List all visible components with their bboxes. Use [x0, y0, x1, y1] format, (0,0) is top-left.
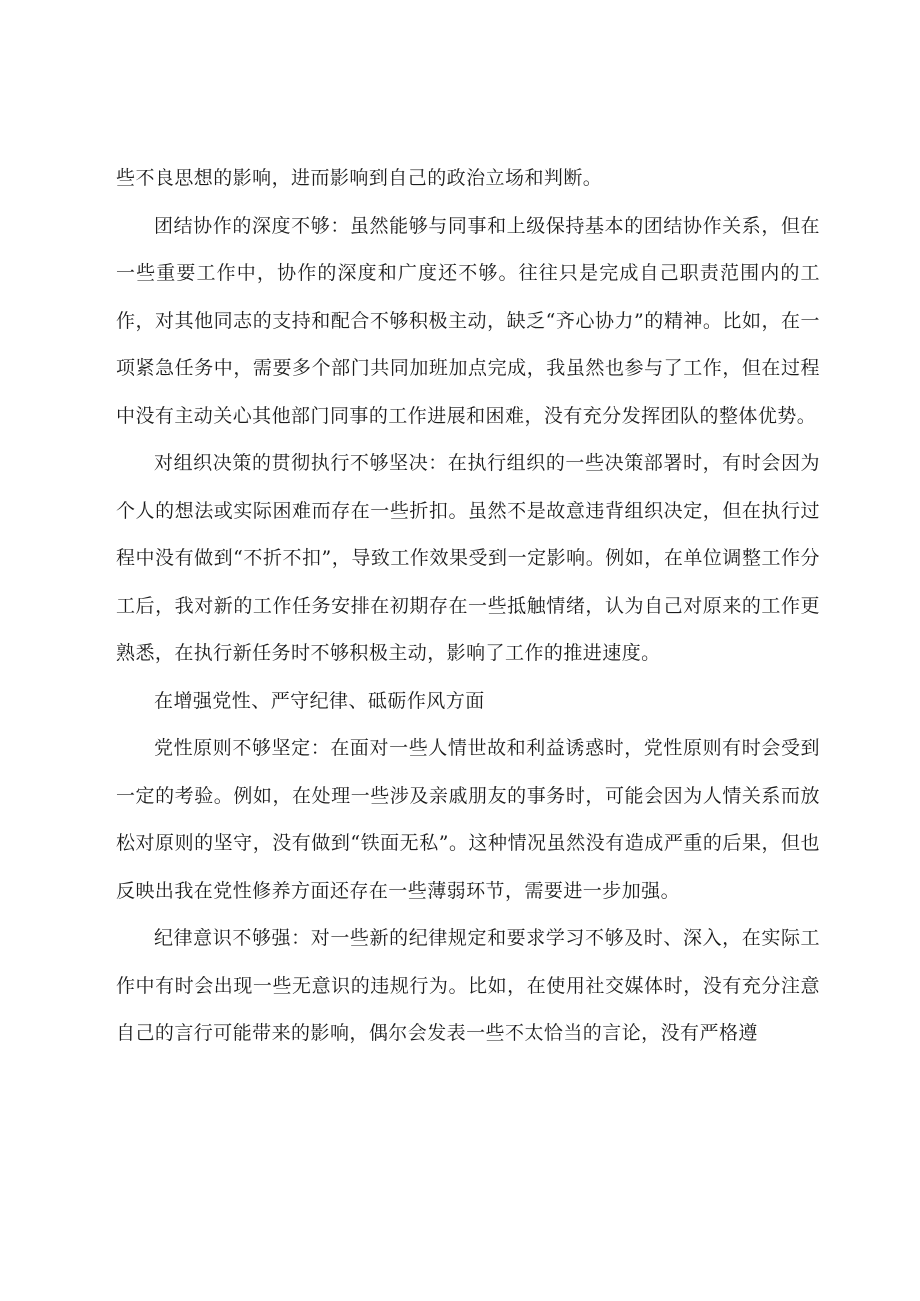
- paragraph-discipline: 纪律意识不够强：对一些新的纪律规定和要求学习不够及时、深入，在实际工作中有时会出现一些无意识的违规行为。比如，在使用社交媒体时，没有充分注意自己的言行可能带来的影响，偶尔会发表一些不太恰当的言论，没有严格遵: [116, 927, 820, 1044]
- paragraph-execution: 对组织决策的贯彻执行不够坚决：在执行组织的一些决策部署时，有时会因为个人的想法或实际困难而存在一些折扣。虽然不是故意违背组织决定，但在执行过程中没有做到“不折不扣”，导致工作效果受到一定影响。例如，在单位调整工作分工后，我对新的工作任务安排在初期存在一些抵触情绪，认为自己对原来的工作更熟悉，在执行新任务时不够积极主动，影响了工作的推进速度。: [116, 452, 820, 664]
- paragraph-continuation: 些不良思想的影响，进而影响到自己的政治立场和判断。: [116, 167, 603, 189]
- paragraph-party-principle: 党性原则不够坚定：在面对一些人情世故和利益诱惑时，党性原则有时会受到一定的考验。例如，在处理一些涉及亲戚朋友的事务时，可能会因为人情关系而放松对原则的坚守，没有做到“铁面无私”。这种情况虽然没有造成严重的后果，但也反映出我在党性修养方面还存在一些薄弱环节，需要进一步加强。: [116, 737, 820, 902]
- paragraph-teamwork: 团结协作的深度不够：虽然能够与同事和上级保持基本的团结协作关系，但在一些重要工作中，协作的深度和广度还不够。往往只是完成自己职责范围内的工作，对其他同志的支持和配合不够积极主动，缺乏“齐心协力”的精神。比如，在一项紧急任务中，需要多个部门共同加班加点完成，我虽然也参与了工作，但在过程中没有主动关心其他部门同事的工作进展和困难，没有充分发挥团队的整体优势。: [116, 214, 820, 427]
- document-page: [116, 155, 820, 1058]
- section-heading: 在增强党性、严守纪律、砥砺作风方面: [154, 689, 485, 712]
